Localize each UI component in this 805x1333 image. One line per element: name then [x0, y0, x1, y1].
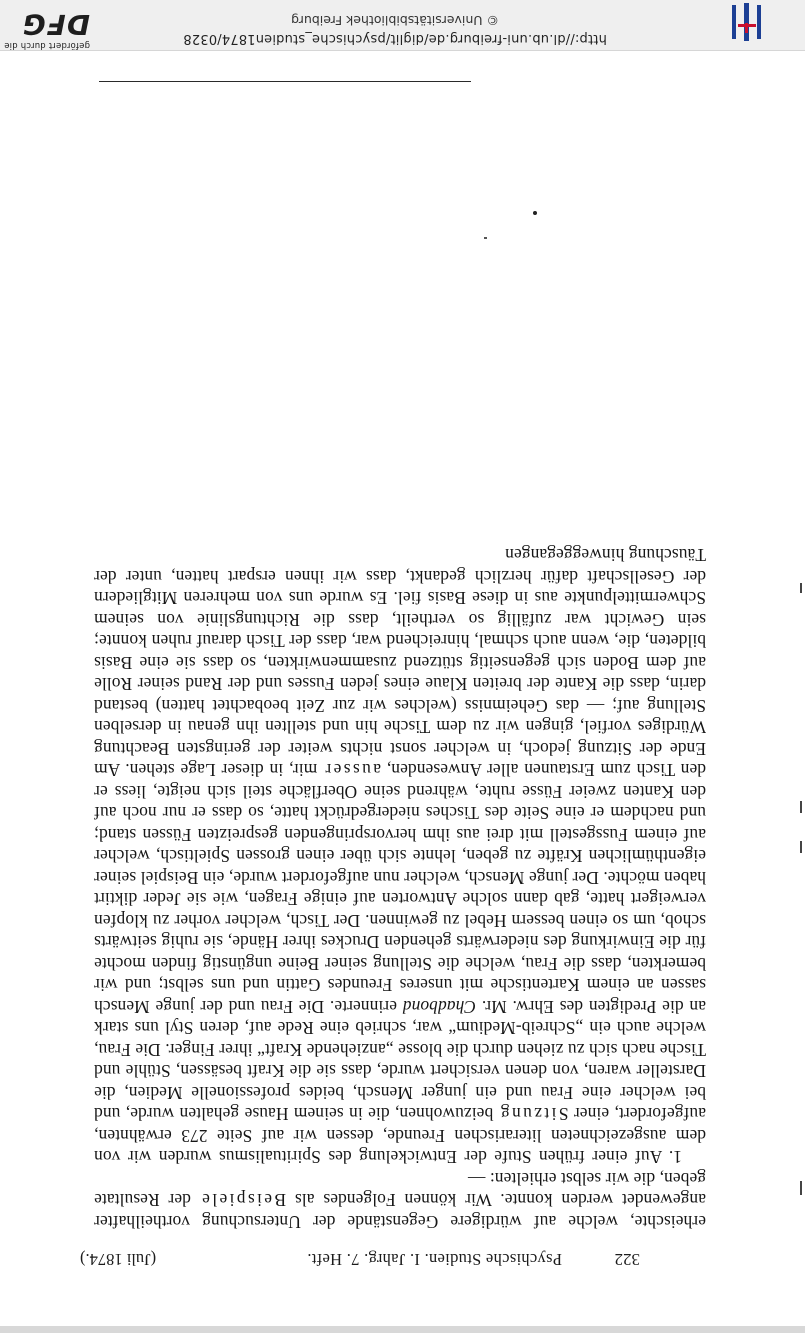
text-run: der Resultate geben, die wir selbst erhielten: —	[93, 1169, 706, 1211]
emphasis-text: Sitzung	[498, 1104, 569, 1125]
scan-edge-mark	[800, 583, 802, 593]
dfg-logo-text: DFG	[21, 8, 90, 41]
copyright-notice: © Universitätsbibliothek Freiburg	[291, 13, 499, 28]
running-head	[80, 1247, 640, 1277]
page-number: 322	[614, 1250, 640, 1269]
paragraph-example-1	[94, 544, 706, 1168]
body-text	[94, 544, 706, 1232]
text-run: erinnerte. Die Frau und der junge Mensch sassen an einem Kartentische mit unseres Freundes Gattin und uns selbst; und wir bemerkten, dass die Frau, welche die Stellung seiner Beine ungünstig finden mochte für die Einwirkung des niederwärts gehenden Druckes ihrer Hände, sie ruhig seitwärts schob, um so einen bessern Hebel zu gewinnen. Der Tisch, welcher vorher zu klopfen verweigert hatte, gab dann solche Antworten auf einige Fragen, wie sie Jeder diktirt haben möchte. Der junge Mensch, welcher nun aufgefordert wurde, ein Beispiel seiner eigenthümlichen Kräfte zu geben, lehnte sich über einen grossen Spieltisch, welcher auf einem Fussgestell mit drei aus ihm hervorspringenden gespreizten Füssen stand; und nachdem er eine Seite des Tisches niedergedrückt hatte, so dass er nur noch auf den Kanten zweier Füsse ruhte, während seine Oberfläche steil sich neigte, liess er den Tisch zum Erstaunen aller Anwesenden,	[94, 760, 706, 1017]
university-library-logo-icon	[725, 1, 767, 43]
scan-tick-mark	[484, 237, 487, 239]
emphasis-text: Chadbond	[402, 997, 477, 1017]
scan-edge-mark	[800, 1181, 802, 1195]
page-rule	[99, 81, 471, 82]
scan-edge-mark	[800, 801, 802, 813]
emphasis-text: ausser	[323, 760, 381, 781]
dfg-caption: gefördert durch die	[4, 40, 90, 50]
text-run: 1. Auf einer frühen Stufe der Entwickelung des Spiritualismus wurden wir von dem ausgezeichneten literarischen Freunde, dessen wir auf Seite 273 erwähnten, aufgefordert, einer	[94, 1104, 706, 1168]
dfg-logo[interactable]	[2, 4, 90, 50]
running-title: Psychische Studien. I. Jahrg. 7. Heft.	[307, 1250, 562, 1269]
text-run: mir, in dieser Lage stehen. Am Ende der Sitzung jedoch, in welcher sonst nichts weiter der geringsten Beachtung Würdiges vorfiel, gingen wir zu dem Tische hin und stellten ihn genau in derselben Stellung auf; — das Geheimniss (welches wir zur Zeit beobachtet hatten) bestand darin, dass die Kante der breiten Klaue eines jeden Fusses und der Rand seiner Rolle auf dem Boden sich gegenseitig stützend zusammenwirkten, so dass sie eine Basis bildeten, die, wenn auch schmal, hinreichend war, dass der Tisch darauf ruhen konnte; sein Gewicht war zufällig so vertheilt, dass die Richtungslinie von seinem Schwermittelpunkte aus in diese Basis fiel. Es wurde uns von mehreren Mitgliedern der Gesellschaft dafür herzlich gedankt, dass wir ihnen erspart hatten, unter der Täuschung hinweggegangen	[94, 545, 706, 781]
permalink[interactable]: http://dl.ub.uni-freiburg.de/diglit/psychische_studien1874/0328	[183, 31, 607, 46]
scan-dot-mark	[533, 211, 537, 215]
viewer-link-block	[175, 12, 615, 48]
emphasis-text: Beispiele	[199, 1190, 287, 1211]
text-run: beizuwohnen, die in seinem Hause gehalten wurde, und bei welcher eine Frau und ein junger Mensch, beides professionelle Medien, die Darsteller waren, von denen versichert wurde, dass sie die Kraft besässen, Stühle und Tische nach sich zu ziehen durch die blosse „anziehende Kraft“ ihrer Finger. Die Frau, welche auch ein „Schreib-Medium“ war, schrieb eine Rede auf, deren Styl uns stark an die Predigten des Ehrw. Mr.	[94, 997, 706, 1125]
paragraph-continuation	[94, 1168, 706, 1233]
text-run: erheischte, welche auf würdigere Gegenstände der Untersuchung vortheilhafter angewendet werden konnte. Wir können Folgendes als	[94, 1190, 706, 1232]
running-date: (Juli 1874.)	[80, 1250, 157, 1269]
scan-edge-mark	[800, 841, 802, 853]
